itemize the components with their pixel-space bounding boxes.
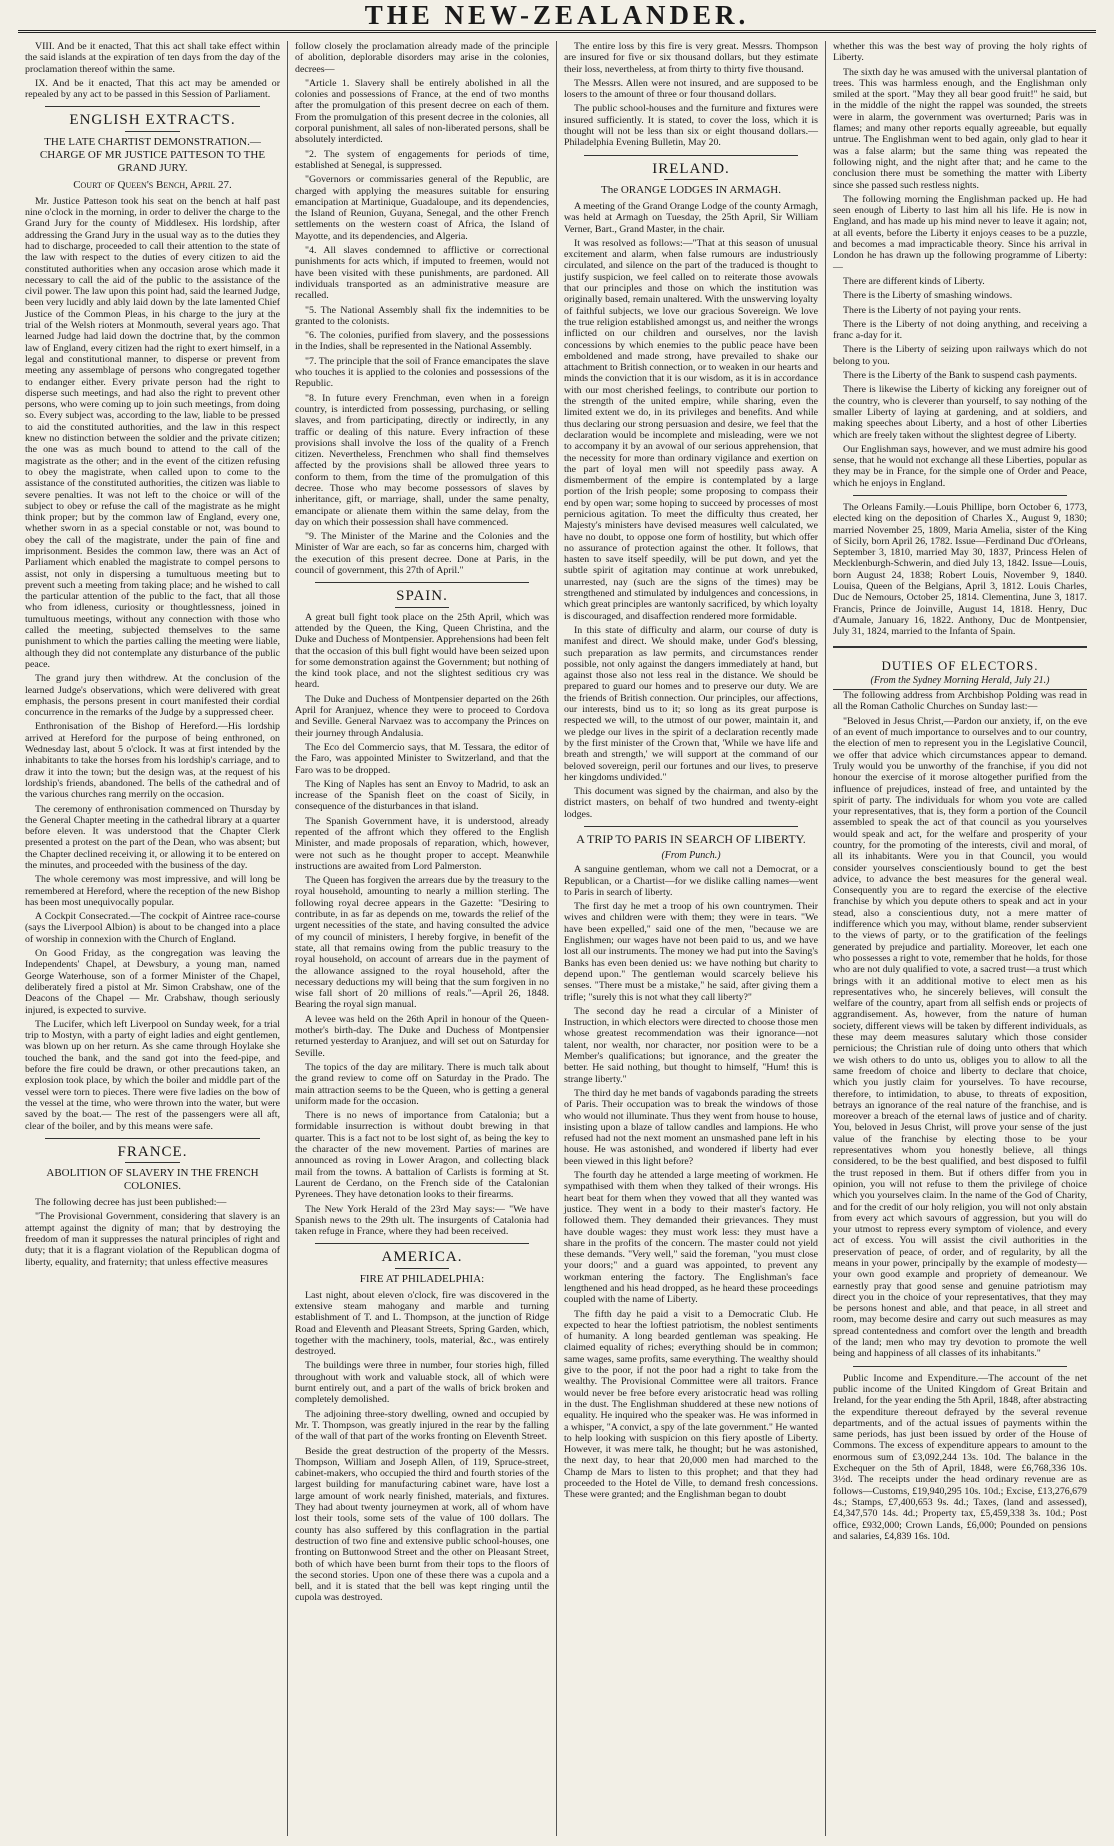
dateline: Court of Queen's Bench, April 27. xyxy=(73,178,232,191)
paragraph: Beside the great destruction of the property of the Messrs. Thompson, William and Joseph Allen, of 119, Spruce-street, cabinet-makers, who occupied the third and fourth stories of the largest building for manufacturing cabinet ware, have lost a large amount of work nearly finished, materials, and fixtures. They had about twenty journeymen at work, all of whom have lost their tools, some sets of the value of 100 dollars. The county has also suffered by this conflagration in the partial destruction of two fine and extensive public school-houses, one fronting on Buttonwood Street and the other on Pleasant Street, both of which have been burnt from their tops to the floors of the second stories. Upon one of these there was a cupola and a bell, and it is stated that the bell was kept ringing until the cupola was destroyed. xyxy=(295,1445,549,1604)
paragraph: "6. The colonies, purified from slavery, and the possessions in the Indies, shall be represented in the National Assembly. xyxy=(295,330,549,353)
article-source: (From Punch.) xyxy=(661,850,721,861)
divider xyxy=(315,1243,529,1244)
column-3 xyxy=(556,41,825,1836)
paragraph: whether this was the best way of proving the holy rights of Liberty. xyxy=(833,41,1087,64)
paragraph: A Cockpit Consecrated.—The cockpit of Aintree race-course (says the Liverpool Albion) is about to be changed into a place of worship in connexion with the Church of England. xyxy=(25,911,280,945)
list-item: There is the Liberty of smashing windows. xyxy=(843,290,1013,302)
paragraph: The New York Herald of the 23rd May says:— "We have Spanish news to the 29th ult. The insurgents of Catalonia had taken refuge in France, where they had been received. xyxy=(295,1203,549,1238)
paragraph: The grand jury then withdrew. At the conclusion of the learned Judge's observations, which were delivered with great emphasis, the persons present in court manifested their cordial concurrence in the remarks of the Judge by a suppressed cheer. xyxy=(25,673,280,719)
paragraph: "Article 1. Slavery shall be entirely abolished in all the colonies and possessions of France, at the end of two months after the promulgation of this present decree on each of them. From the promulgation of this present decree in the colonies, all corporal punishment, all sales of non-liberated persons, shall be absolutely interdicted. xyxy=(295,77,549,146)
paragraph: follow closely the proclamation already made of the principle of abolition, deplorable disorders may arise in the colonies, decrees— xyxy=(295,41,549,75)
list-item: There is the Liberty of not doing anything, and receiving a franc a-day for it. xyxy=(833,318,1087,342)
divider xyxy=(395,607,449,608)
paragraph: The Duke and Duchess of Montpensier departed on the 26th April for Aranjuez, whence they were to proceed to Cordova and Seville. General Narvaez was to accompany the Princes on their journey through Andalusia. xyxy=(295,693,549,739)
paragraph: The Spanish Government have, it is understood, already repented of the affront which they offered to the English Minister, and made proposals of reparation, which, however, were not such as he thought proper to accept. Meanwhile instructions are awaited from Lord Palmerston. xyxy=(295,815,549,872)
paragraph: The third day he met bands of vagabonds parading the streets of Paris. Their occupation was to break the windows of those who would not illuminate. Thus they went from house to house, insisting upon a blaze of tallow candles and lampions. He who refused had not the next moment an unsmashed pane left in his house. He was astonished, and wondered if liberty had ever been viewed in this light before? xyxy=(564,1087,818,1167)
section-heading: IRELAND. xyxy=(652,160,730,177)
section-heading: ENGLISH EXTRACTS. xyxy=(69,112,236,129)
paragraph: Mr. Justice Patteson took his seat on the bench at half past nine o'clock in the morning, in order to deliver the charge to the Grand Jury for the county of Middlesex. His lordship, after addressing the Grand Jury in the usual way as to the duties they had to discharge, proceeded to call their attention to the state of the law with respect to the duties of every citizen to aid the constituted authorities when any occasion arose which made it necessary to call the aid of the public to the assistance of the civil power. The law upon this point had, said the learned Judge, been very lucidly and ably laid down by the late lamented Chief Justice of the Common Pleas, in his charge to the jury at the trial of the Welsh rioters at Monmouth, several years ago. That learned Judge had laid down the doctrine that, by the common law of England, every citizen had the right to exert himself, in a legal and constitutional manner, to disperse or prevent from meeting any assemblage of persons who congregated together to endanger either. Every private person had the right to disperse such meetings, and had also the right to prevent other persons, who were coming up to join such meetings, from doing so. Every subject was, according to the law, liable to be pressed to aid the constituted authorities, and the law in this respect knew no distinction between the soldier and the private citizen; the one was as much bound to attend to the call of the magistrate as the other; and in the event of the citizen refusing to obey the magistrate, when called upon to come to the assistance of the constituted authorities, the citizen was liable to severe penalties. It was not left to the choice or will of the subject to obey or refuse the call of the magistrate as he might think proper; but by the common law of England, every one, whether sworn in as a special constable or not, was bound to obey the call of the magistrate, under the pain of fine and imprisonment. Besides the common law, there was an Act of Parliament which enabled the magistrate to compel persons to assist, not only in dispersing a tumultuous meeting but to prevent such a meeting from taking place; and he wished to call the particular attention of the public to the fact, that all those who from idleness, curiosity or thoughtlessness, joined in tumultuous meetings, without any connection with those who called the meeting, subjected themselves to the same punishment to which the parties calling the meeting were liable, although they did not contemplate any disturbance of the public peace. xyxy=(25,195,280,670)
divider xyxy=(584,826,798,827)
list-item: There is the Liberty of the Bank to suspend cash payments. xyxy=(843,370,1077,382)
article-headline: THE LATE CHARTIST DEMONSTRATION.— CHARGE OF MR JUSTICE PATTESON TO THE GRAND JURY. xyxy=(39,135,266,174)
paragraph: VIII. And be it enacted, That this act shall take effect within the said islands at the expiration of ten days from the day of the proclamation thereof within the same. xyxy=(25,41,280,75)
section-heading: SPAIN. xyxy=(396,588,448,605)
paragraph: The first day he met a troop of his own countrymen. Their wives and children were with them; they were in tears. "We have been expelled," said one of the men, "because we are Englishmen; our wages have not been paid to us, and we have lost all our instruments. The money we had put into the Saving's Banks has even been denied us: we have nothing but charity to depend upon." The gentleman would scarcely believe his senses. "There must be a mistake," he said, after giving them a trifle; "surely this is not what they call liberty?" xyxy=(564,901,818,1003)
paragraph: Our Englishman says, however, and we must admire his good sense, that he would not exchange all these Liberties, popular as they may be in France, for the simple one of Order and Peace, which he enjoys in England. xyxy=(833,443,1087,489)
paragraph: It was resolved as follows:—"That at this season of unusual excitement and alarm, when false rumours are industriously circulated, and silence on the part of the traduced is thought to justify suspicion, we feel called on to reiterate those avowals that our principles and those on which the institution was originally based, remain unaltered. With the unswerving loyalty of faithful subjects, we love our gracious Sovereign. We love the true religion established amongst us, and neither the wrongs inflicted on our children and ourselves, nor the lavish concessions by which enemies to the public peace have been emboldened and made strong, have prevailed to shake our attachment to British connection, or to weaken in our hearts and minds the conviction that it is our wisdom, as it is in accordance with our most cherished feelings, to contribute our portion to the strength of the united empire, while sharing, even the limited extent we do, in its privileges and benefits. And while thus declaring our strong persuasion and desire, we feel that the declaration would be incomplete and misleading, were we not to accompany it by an avowal of our serious apprehension, that the necessity for more than ordinary vigilance and exertion on the part of loyal men will not speedily pass away. A dismemberment of the empire is contemplated by a large portion of the Irish people; some proposing to compass their end by open war; some hoping to succeed by processes of most pernicious agitation. To meet the difficulty thus created, her Majesty's ministers have devised measures well calculated, we have no doubt, to oppose one form of hostility, but which offer no assurance of protection against the other. It follows, that hasten to save itself speedily, will be put down, and yet the subtle spirit of agitation may continue at work unrebuked, unarrested, nay (such are the signs of the times) may be strengthened and stimulated by indulgences and concessions, in which great principles are wantonly sacrificed, by which loyalty is discouraged, and disaffection rendered more formidable. xyxy=(564,237,818,622)
paragraph: "5. The National Assembly shall fix the indemnities to be granted to the colonists. xyxy=(295,304,549,327)
paragraph: Last night, about eleven o'clock, fire was discovered in the extensive steam mahogany and marble and turning establishment of T. and L. Thompson, at the junction of Ridge Road and Eleventh and Pleasant Streets, Spring Garden, which, together with the machinery, tools, material, &c., was entirely destroyed. xyxy=(295,1289,549,1358)
divider xyxy=(45,106,260,107)
paragraph: The following decree has just been published:— xyxy=(35,1197,227,1209)
paragraph: The fourth day he attended a large meeting of workmen. He sympathised with them when they talked of their wrongs. His heart beat for them when they vowed that all they wanted was justice. They went in a body to their master's factory. He followed them. They demanded their grievances. They must have double wages: they must work less: they must have a share in the profits of the concern. The master could not yield these demands. "Very well," said the foreman, "you must close your doors;" and a guard was appointed, to prevent any workman entering the factory. The Englishman's face lengthened and his head dropped, as he heard these proceedings coupled with the name of Liberty. xyxy=(564,1170,818,1306)
divider xyxy=(125,131,180,132)
columns xyxy=(18,41,1096,1836)
section-heading: AMERICA. xyxy=(381,1249,463,1266)
paragraph: The second day he read a circular of a Minister of Instruction, in which electors were directed to choose those men whose greatest recommendation was their ignorance—not talent, nor wealth, nor character, nor position were to be a Member's qualifications; but ignorance, and the greater the better. He said nothing, but thought to himself, "Hum! this is strange liberty." xyxy=(564,1005,818,1085)
article-headline: FIRE AT PHILADELPHIA: xyxy=(359,1272,485,1285)
paragraph: The following address from Archbishop Polding was read in all the Roman Catholic Churches on Sunday last:— xyxy=(833,690,1087,713)
divider xyxy=(45,1138,260,1139)
list-item: There is the Liberty of seizing upon railways which do not belong to you. xyxy=(833,344,1087,367)
paragraph: The following morning the Englishman packed up. He had seen enough of Liberty to last him all his life. He is now in England, and has made up his mind never to leave it again; not, at all events, before the Liberty it enjoys ceases to be a puzzle, and becomes a mad impracticable theory. Since his arrival in London he has drawn up the following programme of Liberty:— xyxy=(833,193,1087,273)
paragraph: The entire loss by this fire is very great. Messrs. Thompson are insured for five or six thousand dollars, but they estimate their loss, nevertheless, at from thirty to thirty five thousand. xyxy=(564,41,818,75)
paragraph: The Orleans Family.—Louis Phillipe, born October 6, 1773, elected king on the deposition of Charles X., August 9, 1830; married November 25, 1809, Maria Amelia, sister of the King of Sicily, born April 26, 1782. Issue—Ferdinand Duc d'Orleans, September 3, 1810, married May 30, 1837, Princess Helen of Mecklenburgh-Schwerin, and died July 13, 1842. Issue—Louis, born August 24, 1838; Robert Louis, November 9, 1840. Louisa, Queen of the Belgians, April 3, 1812. Louis Charles, Duc de Nemours, October 25, 1814. Clementina, June 3, 1817. Francis, Prince de Joinville, August 14, 1818. Henry, Duc d'Aumale, January 16, 1822. Anthony, Duc de Montpensier, July 31, 1824, married to the Infanta of Spain. xyxy=(833,501,1087,638)
paragraph: The Lucifer, which left Liverpool on Sunday week, for a trial trip to Mostyn, with a party of eight ladies and eight gentlemen, was blown up on her return. As she came through Hoylake she touched the bank, and the sand got into the feed-pipe, and before the fire could be drawn, or other precautions taken, an explosion took place, by which the boiler and middle part of the vessel were torn to pieces. There were five ladies on the bow of the vessel at the time, who were thrown into the water, but were saved by the boat.— The rest of the passengers were all aft, clear of the boiler, and by this means were safe. xyxy=(25,1018,280,1132)
column-4 xyxy=(825,41,1094,1836)
paragraph: In this state of difficulty and alarm, our course of duty is manifest and direct. We should make, under God's blessing, such preparation as law permits, and circumstances render possible, not only against the dangers immediately at hand, but against those also not less real in the distance. We should be prepared to guard our homes and to preserve our duty. We are the friends of British connection. Our principles, our affections, our interests, bind us to it; so long as its great purpose is respected we will, to the utmost of our power, maintain it, and we pledge our lives in the spirit of a declaration recently made by the first minister of the Crown that, 'While we have life and breath and strength,' we will support at the command of our beloved sovereign, peril our fortunes and our lives, to preserve her kingdoms undivided." xyxy=(564,624,818,783)
paragraph: The topics of the day are military. There is much talk about the grand review to come off on Saturday in the Prado. The main attraction seems to be the Queen, who is getting a general uniform made for the occasion. xyxy=(295,1061,549,1107)
section-heading: DUTIES OF ELECTORS. xyxy=(881,657,1039,673)
paragraph: "Beloved in Jesus Christ,—Pardon our anxiety, if, on the eve of an event of much importance to ourselves and to our country, the election of men to represent you in the Legislative Council, we offer that advice which circumstances appear to demand. Truly would you be unworthy of the franchise, if you did not honour the exercise of it morose altogether purified from the influence of prejudices, instead of free, and untainted by the spirit of party. The individuals for whom you vote are called your representatives, that is, they form a portion of the Council assembled to speak the act of that council as you yourselves would speak and act, for the welfare and prosperity of your country, for the promoting of the interests, civil and moral, of all its inhabitants. Were you in that Council, you would consider yourselves conscientiously bound to get the best advice, to advance the best measures for the general weal. Consequently you are to regard the exercise of the elective franchise by which you depute others to speak and act in your stead, also a conscientious duty, not a mere matter of indifference which you may, without blame, render subservient to the views of party, or to the gratification of the feelings generated by prejudice and partiality. Moreover, let each one who possesses a right to vote, remember that he holds, for those who are not duly qualified to vote, a sacred trust—a trust which brings with it an additional motive to elect men as his representatives who, he sincerely believes, will consult the welfare of the country, apart from all selfish ends or projects of aggrandisement. As, however, from the nature of human society, different views will be taken by different individuals, as these may deem measures salutary which those consider pernicious; the Christian rule of doing unto others that which we wish others to do unto us, obliges you to allow to all the same freedom of choice and liberty to declare that choice, which you justly claim for yourselves. To have recourse, therefore, to intimidation, to abuse, to threats of exposition, betrays an ignorance of the real nature of the franchise, and is moreover a breach of the eternal laws of justice and of charity. You, beloved in Jesus Christ, will prove your sense of the just value of the franchise by electing those to be your representatives whom you honestly believe, all things considered, to be the best qualified, and best disposed to fulfil the trust reposed in them. But if others differ from you in opinion, you will not refuse to them the privilege of choice which you yourselves claim. In the name of the God of Charity, and for the credit of our holy religion, you will not only abstain from every act which savours of aggression, but you will do your utmost to repress every symptom of violence, and every act of excess. You will assist the civil authorities in the preservation of peace, of order, and of regularity, by all the means in your power, principally by the example of modesty—your own good example and propriety of demeanour. We earnestly pray that good sense and genuine patriotism may direct you in the choice of your representatives, that they may be persons honest and able, and that peace, in all street and room, may become desire and carry out such measures as may spread contentedness and comfort over the length and breadth of the land; men who may try devotion to promote the well being and happiness of all classes of its inhabitants." xyxy=(833,715,1087,1360)
article-headline: The ORANGE LODGES IN ARMAGH. xyxy=(601,183,781,196)
paragraph: "9. The Minister of the Marine and the Colonies and the Minister of War are each, so far as concerns him, charged with the execution of this present decree. Done at Paris, in the council of government, this 27th of April." xyxy=(295,531,549,577)
paragraph: On Good Friday, as the congregation was leaving the Independents' Chapel, at Dewsbury, a young man, named George Waterhouse, son of a former Minister of the Chapel, deliberately fired a pistol at Mr. Simon Crabshaw, one of the Deacons of the Chapel — Mr. Crabshaw, though seriously injured, is expected to survive. xyxy=(25,948,280,1016)
paragraph: Enthronisation of the Bishop of Hereford.—His lordship arrived at Hereford for the purpose of being enthroned, on Wednesday last, about 5 o'clock. It was at first intended by the inhabitants to take the horses from his lordship's carriage, and to draw it into the town; but the design was, at the request of his lordship's friends, abandoned. The bells of the cathedral and of the various churches rang merrily on the occasion. xyxy=(25,721,280,801)
article-headline: A TRIP TO PARIS IN SEARCH OF LIBERTY. xyxy=(576,832,806,846)
paragraph: "Governors or commissaries general of the Republic, are charged with applying the measures suitable for ensuring emancipation at Martinique, Guadaloupe, and its dependencies, the Island of Reunion, Guyana, Senegal, and the other French settlements on the western coast of Africa, the Island of Mayotte, and its dependencies, and Algeria. xyxy=(295,174,549,242)
paragraph: A meeting of the Grand Orange Lodge of the county Armagh, was held at Armagh on Tuesday, the 25th April, Sir William Verner, Bart., Grand Master, in the chair. xyxy=(564,200,818,235)
divider xyxy=(664,179,718,180)
list-item: There is the Liberty of not paying your rents. xyxy=(843,304,1021,316)
masthead: THE NEW-ZEALANDER. xyxy=(18,0,1096,33)
article-box xyxy=(833,646,1087,691)
column-1 xyxy=(18,41,287,1836)
paragraph: The whole ceremony was most impressive, and will long be remembered at Hereford, where the reception of the new Bishop has been most unequivocally popular. xyxy=(25,874,280,908)
paragraph: The Eco del Commercio says, that M. Tessara, the editor of the Faro, was appointed Minister to Switzerland, and that the Faro was to be dropped. xyxy=(295,741,549,776)
paragraph: Public Income and Expenditure.—The account of the net public income of the United Kingdom of Great Britain and Ireland, for the year ending the 5th April, 1848, after abstracting the expenditure thereout defrayed by the several revenue departments, and of the actual issues of payments within the same periods, has just been issued by order of the House of Commons. The excess of expenditure appears to amount to the enormous sum of £3,092,244 13s. 10d. The balance in the Exchequer on the 5th of April, 1848, were £6,768,336 10s. 3½d. The receipts under the head ordinary revenue are as follows—Customs, £19,940,295 10s. 10d.; Excise, £13,276,679 4s.; Stamps, £7,400,653 9s. 4d.; Taxes, (land and assessed), £4,347,570 14s. 4d.; Property tax, £5,459,338 3s. 10d.; Post office, £932,000; Crown Lands, £6,000; Pounded on pensions and salaries, £4,839 16s. 10d. xyxy=(833,1372,1087,1542)
divider xyxy=(853,1366,1067,1367)
divider xyxy=(125,1162,180,1163)
article-source: (From the Sydney Morning Herald, July 21.) xyxy=(870,674,1050,686)
divider xyxy=(395,1268,449,1269)
section-heading: FRANCE. xyxy=(117,1143,188,1160)
paragraph: The Queen has forgiven the arrears due by the treasury to the royal household, amounting to nearly a million sterling. The following royal decree appears in the Gazette: "Desiring to contribute, in as far as depends on me, towards the relief of the urgent necessities of the state, and having consulted the advice of my council of ministers, I hereby forgive, in benefit of the state, all that remains owing from the public treasury to the royal household, on account of arrears due in the payment of the allowance assigned to the royal household, after the necessary deductions my will being that the sum forgiven in no wise fall short of 20 millions of reals."—April 26, 1848. Bearing the royal sign manual. xyxy=(295,875,549,1011)
divider xyxy=(584,155,798,156)
paragraph: IX. And be it enacted, That this act may be amended or repealed by any act to be passed in this Session of Parliament. xyxy=(25,77,280,101)
paragraph: "8. In future every Frenchman, even when in a foreign country, is interdicted from possessing, purchasing, or selling slaves, and from participating, directly or indirectly, in any traffic or dealing of this nature. Every infraction of these provisions shall involve the loss of the quality of a French citizen. Nevertheless, Frenchmen who shall find themselves affected by the provisions shall be allowed three years to conform to them, from the time of the promulgation of this decree. Those who may become possessors of slaves by inheritance, gift, or marriage, shall, under the same penalty, emancipate or alienate them within the same delay, from the day on which their possession shall have commenced. xyxy=(295,392,549,528)
paragraph: "2. The system of engagements for periods of time, established at Senegal, is suppressed. xyxy=(295,148,549,171)
paragraph: The fifth day he paid a visit to a Democratic Club. He expected to hear the loftiest patriotism, the noblest sentiments of humanity. A long bearded gentleman was speaking. He claimed equality of riches; everything should be in common; same wages, same profits, same everything. The wealthy should give to the poor, if not the poor had a right to take from the wealthy. The Provisional Committee were all traitors. France would never be free before every aristocratic head was rolling in the dust. The Englishman shuddered at these new notions of equality. He inquired who the speaker was. He was informed in a whisper, "A convict, a spy of the late government." He wanted to help looking with suspicion on this fiery apostle of Liberty. However, it was mere talk, he thought; but he was astonished, the next day, to hear that 20,000 men had marched to the Champ de Mars to listen to this prophet; and that they had proceeded to the Hotel de Ville, to demand fresh concessions. These were granted; and the Englishman began to doubt xyxy=(564,1308,818,1501)
paragraph: The adjoining three-story dwelling, owned and occupied by Mr. T. Thompson, was greatly injured in the rear by the falling of the wall of that part of the works fronting on Eleventh Street. xyxy=(295,1408,549,1443)
paragraph: There is no news of importance from Catalonia; but a formidable insurrection is without doubt brewing in that quarter. This is a fact not to be lost sight of, as being the key to the character of the new movement. Parties of marines are announced as roving in Lower Aragon, and collecting black mail from the towns. A battalion of Carlists is forming at St. Laurent de Cerdano, on the French side of the Catalonian Pyrenees. They have detonation looks to their firearms. xyxy=(295,1110,549,1201)
column-2 xyxy=(287,41,556,1836)
article-headline: ABOLITION OF SLAVERY IN THE FRENCH COLONIES. xyxy=(46,1167,259,1193)
paragraph: The sixth day he was amused with the universal plantation of trees. This was harmless enough, and the Englishman only smiled at the sport. "May they all bear good fruit!" he said, but in the middle of the night the rappel was sounded, the streets were in alarm, the government was overturned; Paris was in flames; and many other reports equally agreeable, but equally untrue. The Englishman went to bed again, only glad to hear it was a false alarm; but the same thing was repeated the following night, and the night after that; and he came to the conclusion there must be something the matter with Liberty since she passed such restless nights. xyxy=(833,66,1087,191)
paragraph: This document was signed by the chairman, and also by the district masters, on behalf of two hundred and twenty-eight lodges. xyxy=(564,786,818,820)
paragraph: A sanguine gentleman, whom we call not a Democrat, or a Republican, or a Chartist—for we dislike calling names—went to Paris in search of liberty. xyxy=(564,864,818,898)
paragraph: The King of Naples has sent an Envoy to Madrid, to ask an increase of the Spanish fleet on the coast of Sicily, in consequence of the disturbances in that island. xyxy=(295,778,549,813)
paragraph: The buildings were three in number, four stories high, filled throughout with work and valuable stock, all of which were burnt entirely out, and a part of the walls of brick broken and completely demolished. xyxy=(295,1360,549,1406)
divider xyxy=(853,495,1067,496)
paragraph: There is likewise the Liberty of kicking any foreigner out of the country, who is cleverer than yourself, to say nothing of the smaller Liberty of laying at gardening, and at soldiers, and making speeches about Liberty, and a host of other Liberties which are freely taken without the slightest degree of Liberty. xyxy=(833,384,1087,441)
list-item: There are different kinds of Liberty. xyxy=(843,275,985,287)
paragraph: "7. The principle that the soil of France emancipates the slave who touches it is applied to the colonies and possessions of the Republic. xyxy=(295,355,549,390)
paragraph: A levee was held on the 26th April in honour of the Queen-mother's birth-day. The Duke and Duchess of Montpensier returned yesterday to Aranjuez, and will set out on Saturday for Seville. xyxy=(295,1013,549,1059)
paragraph: The Messrs. Allen were not insured, and are supposed to be losers to the amount of three or four thousand dollars. xyxy=(564,77,818,101)
paragraph: "4. All slaves condemned to afflictive or correctional punishments for acts which, if imputed to freemen, would not have been visited with these punishments, are pardoned. All individuals transported as an administrative measure are recalled. xyxy=(295,245,549,302)
divider xyxy=(315,582,529,583)
paragraph: The public school-houses and the furniture and fixtures were insured sufficiently. It is stated, to cover the loss, which it is thought will not be less than six or eight thousand dollars.—Philadelphia Evening Bulletin, May 20. xyxy=(564,103,818,149)
paragraph: The ceremony of enthronisation commenced on Thursday by the General Chapter meeting in the cathedral library at a quarter before eleven. It was understood that the Chapter Clerk presented a protest on the part of the Dean, who was absent; but the Chapter declined receiving it, or allowing it to be entered on the minutes, and proceeded with the business of the day. xyxy=(25,803,280,871)
paragraph: "The Provisional Government, considering that slavery is an attempt against the dignity of man; that by destroying the freedom of man it suppresses the natural principles of right and duty; that it is a flagrant violation of the Republican dogma of liberty, equality, and fraternity; that unless effective measures xyxy=(25,1211,280,1268)
paragraph: A great bull fight took place on the 25th April, which was attended by the Queen, the King, Queen Christina, and the Duke and Duchess of Montpensier. Apprehensions had been felt that the occasion of this bull fight would have been seized upon for some demonstration against the Government; but nothing of the kind took place, and not the slightest seditious cry was heard. xyxy=(295,611,549,691)
